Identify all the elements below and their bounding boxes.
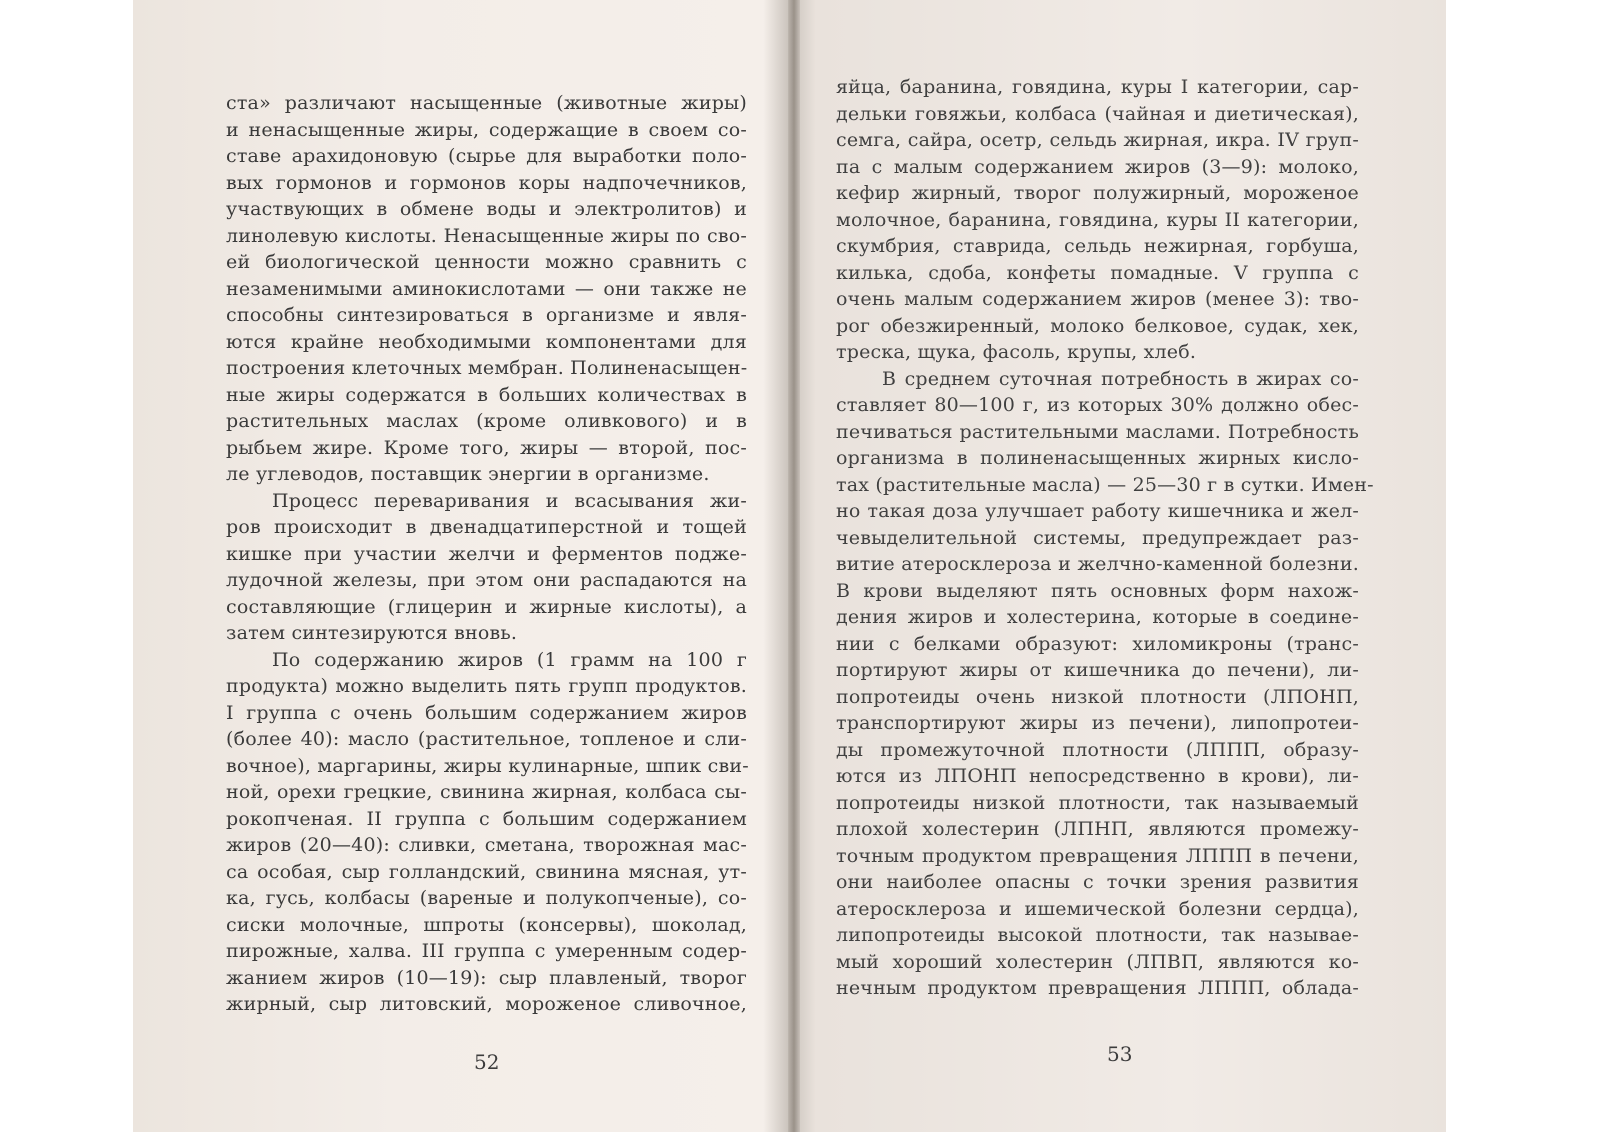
text-line: ставляет 80—100 г, из которых 30% должно обес-: [836, 394, 1359, 416]
text-line: построения клеточных мембран. Полиненасыщен-: [226, 357, 748, 379]
left-page: [133, 0, 793, 1132]
text-line: рог обезжиренный, молоко белковое, судак, хек,: [836, 314, 1359, 337]
text-line: попротеиды низкой плотности, так называемый: [836, 791, 1359, 814]
text-line: семга, сайра, осетр, сельдь жирная, икра. IV груп-: [836, 129, 1359, 151]
text-line: печиваться растительными маслами. Потребность: [836, 420, 1359, 443]
text-line: участвующих в обмене воды и электролитов) и: [226, 198, 747, 220]
text-line: попротеиды очень низкой плотности (ЛПОНП,: [836, 685, 1359, 708]
text-line: ставе арахидоновую (сырье для выработки поло-: [226, 145, 747, 167]
text-line: ка, гусь, колбасы (вареные и полукопченые), со-: [226, 887, 747, 909]
text-line: ные жиры содержатся в больших количествах в: [226, 383, 747, 406]
text-line: кефир жирный, творог полужирный, мороженое: [836, 182, 1359, 204]
text-line: ле углеводов, поставщик энергии в организме.: [226, 463, 710, 485]
text-line: рыбьем жире. Кроме того, жиры — второй, пос-: [226, 436, 747, 459]
text-line: Процесс переваривания и всасывания жи-: [272, 489, 747, 512]
text-line: жиров (20—40): сливки, сметана, творожная мас-: [226, 834, 747, 856]
right-page: [797, 0, 1446, 1132]
text-line: килька, сдоба, конфеты помадные. V группа с: [836, 261, 1359, 284]
text-line: I группа с очень большим содержанием жиров: [226, 701, 747, 724]
text-line: составляющие (глицерин и жирные кислоты), а: [226, 595, 747, 618]
text-line: В крови выделяют пять основных форм нахож-: [836, 579, 1359, 602]
text-line: жанием жиров (10—19): сыр плавленый, творог: [226, 966, 747, 989]
text-line: ста» различают насыщенные (животные жиры): [226, 92, 747, 114]
left-page-text: [226, 90, 747, 1018]
text-line: ей биологической ценности можно сравнить с: [226, 251, 747, 273]
text-line: точным продуктом превращения ЛППП в печени,: [836, 844, 1359, 867]
text-line: атеросклероза и ишемической болезни сердца),: [836, 897, 1359, 920]
text-line: пирожные, халва. III группа с умеренным содер-: [226, 940, 747, 962]
text-line: липопротеиды высокой плотности, так называе-: [836, 924, 1359, 946]
text-line: очень малым содержанием жиров (менее 3): тво-: [836, 288, 1359, 310]
text-line: дения жиров и холестерина, которые в соедине-: [836, 606, 1359, 628]
left-page-number: 52: [474, 1050, 500, 1074]
text-line: вочное), маргарины, жиры кулинарные, шпик сви-: [226, 754, 749, 777]
text-line: яйца, баранина, говядина, куры I категории, сар-: [836, 76, 1359, 98]
text-line: портируют жиры от кишечника до печени), ли-: [836, 659, 1359, 681]
text-line: са особая, сыр голландский, свинина мясная, ут-: [226, 860, 747, 883]
text-line: ются крайне необходимыми компонентами для: [226, 330, 747, 353]
text-line: По содержанию жиров (1 грамм на 100 г: [272, 648, 747, 671]
text-line: мый хороший холестерин (ЛПВП, являются ко-: [836, 950, 1359, 973]
text-line: продукта) можно выделить пять групп продуктов.: [226, 675, 747, 697]
text-line: вых гормонов и гормонов коры надпочечников,: [226, 171, 747, 194]
text-line: (более 40): масло (растительное, топленое и сли-: [226, 728, 747, 750]
text-line: и ненасыщенные жиры, содержащие в своем со-: [226, 118, 747, 141]
text-line: ются из ЛПОНП непосредственно в крови), ли-: [836, 765, 1359, 787]
text-line: лудочной железы, при этом они распадаются на: [226, 569, 747, 591]
text-line: скумбрия, ставрида, сельдь нежирная, горбуша,: [836, 235, 1359, 257]
text-line: растительных маслах (кроме оливкового) и в: [226, 410, 747, 432]
text-line: способны синтезироваться в организме и явля-: [226, 304, 747, 326]
text-line: ной, орехи грецкие, свинина жирная, колбаса сы-: [226, 781, 747, 803]
text-line: В среднем суточная потребность в жирах со-: [882, 367, 1359, 390]
text-line: кишке при участии желчи и ферментов подже-: [226, 542, 747, 565]
right-page-number: 53: [1107, 1042, 1133, 1066]
text-line: транспортируют жиры из печени), липопротеи-: [836, 712, 1359, 734]
text-line: линолевую кислоты. Ненасыщенные жиры по сво-: [226, 224, 747, 247]
text-line: незаменимыми аминокислотами — они также не: [226, 277, 747, 300]
text-line: чевыделительной системы, предупреждает раз-: [836, 526, 1359, 549]
text-line: рокопченая. II группа с большим содержанием: [226, 807, 747, 830]
text-line: тах (растительные масла) — 25—30 г в сутки. Имен-: [836, 473, 1374, 496]
text-line: затем синтезируются вновь.: [226, 622, 518, 644]
text-line: треска, щука, фасоль, крупы, хлеб.: [836, 341, 1197, 363]
text-line: дельки говяжьи, колбаса (чайная и диетическая),: [836, 102, 1359, 125]
text-line: ды промежуточной плотности (ЛППП, образу-: [836, 738, 1359, 761]
text-line: нечным продуктом превращения ЛППП, облада-: [836, 977, 1359, 999]
text-line: па с малым содержанием жиров (3—9): молоко,: [836, 155, 1359, 178]
text-line: но такая доза улучшает работу кишечника и жел-: [836, 500, 1359, 522]
text-line: организма в полиненасыщенных жирных кисло-: [836, 447, 1359, 469]
right-page-text: [836, 74, 1374, 1002]
text-line: нии с белками образуют: хиломикроны (транс-: [836, 632, 1359, 655]
text-line: ров происходит в двенадцатиперстной и тощей: [226, 516, 747, 538]
text-line: витие атеросклероза и желчно-каменной болезни.: [836, 553, 1359, 575]
text-line: плохой холестерин (ЛПНП, являются промежу-: [836, 818, 1359, 840]
text-line: сиски молочные, шпроты (консервы), шоколад,: [226, 913, 747, 936]
text-line: они наиболее опасны с точки зрения развития: [836, 871, 1359, 893]
text-line: молочное, баранина, говядина, куры II категории,: [836, 208, 1359, 231]
text-line: жирный, сыр литовский, мороженое сливочное,: [226, 993, 747, 1015]
